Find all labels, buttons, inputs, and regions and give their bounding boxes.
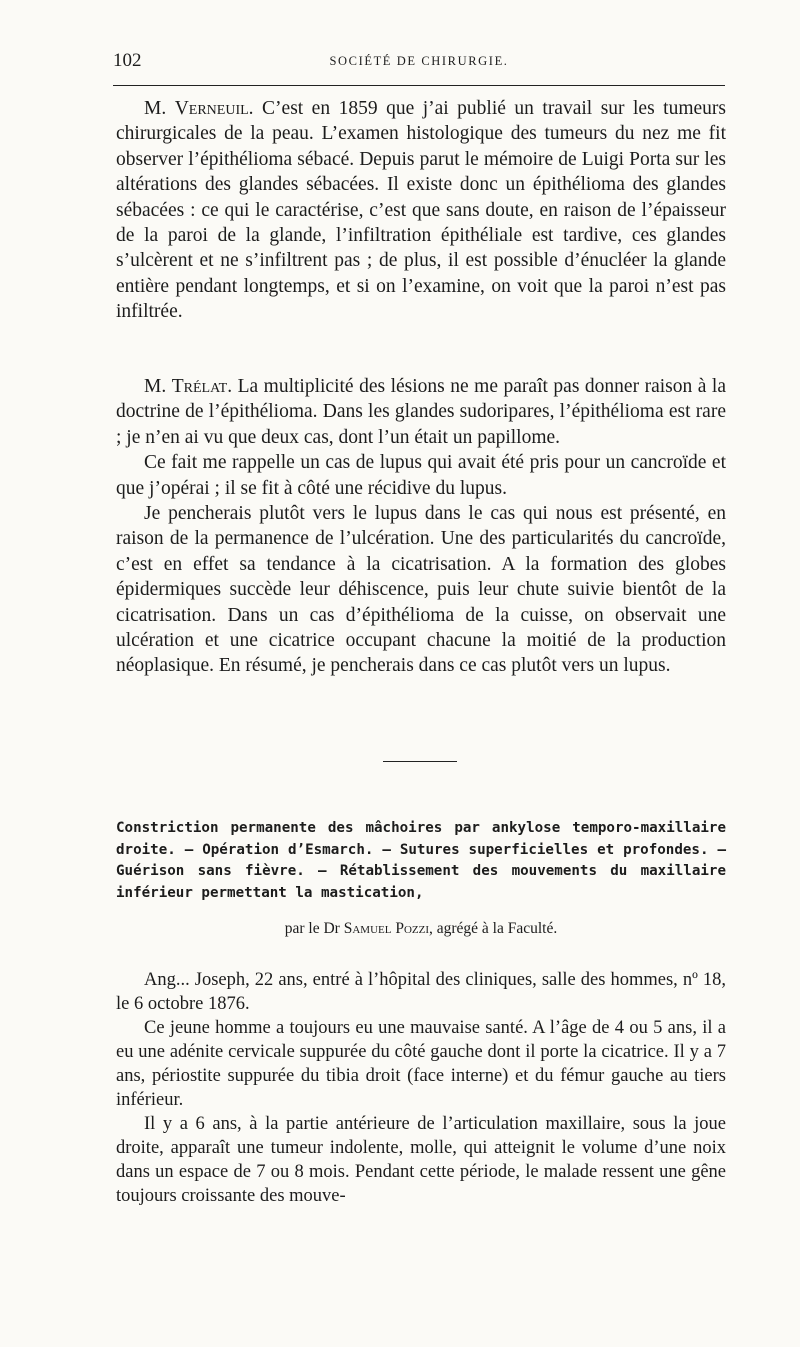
case-report [116,968,726,1208]
trelat-remark [116,374,726,679]
article-title-text: Constriction permanente des mâchoires par ankylose temporo-maxillaire droite. — Opération d’Esmarch. — Sutures superficielles et profondes. — Guérison sans fièvre. — Rétablissement des mouvements du maxillaire inférieur permettant la mastication, [116,820,726,901]
speaker-name: Verneuil [174,98,249,119]
section-separator [383,761,457,762]
paragraph: Je pencherais plutôt vers le lupus dans le cas qui nous est présenté, en raison de la permanence de l’ulcération. Une des particularités du cancroïde, c’est en effet sa tendance à la cicatrisation. A la formation des globes épidermiques succède leur déhiscence, puis leur chute suivie bientôt de la cicatrisation. Dans un cas d’épithélioma de la cuisse, on observait une ulcération et une cicatrice occupant chacune la moitié de la production néoplasique. En résumé, je pencherais dans ce cas plutôt vers un lupus. [116,503,726,677]
paragraph: Il y a 6 ans, à la partie antérieure de l’articulation maxillaire, sous la joue droite, apparaît une tumeur indolente, molle, qui atteignit le volume d’une noix dans un espace de 7 ou 8 mois. Pendant cette période, le malade ressent une gêne toujours croissante des mouve- [116,1114,726,1206]
page-number: 102 [113,50,142,71]
byline-suffix: , agrégé à la Faculté. [429,920,558,937]
speaker-prefix: M. [144,98,175,119]
speaker-name: Trélat [171,376,228,397]
paragraph: Ang... Joseph, 22 ans, entré à l’hôpital des cliniques, salle des hommes, nº 18, le 6 octobre 1876. [116,970,726,1014]
paragraph: Ce fait me rappelle un cas de lupus qui avait été pris pour un cancroïde et que j’opérai ; il se fit à côté une récidive du lupus. [116,452,726,499]
author-name: Samuel Pozzi [343,920,429,937]
remark-text: . La multiplicité des lésions ne me paraît pas donner raison à la doctrine de l’épithélioma. Dans les glandes sudoripares, l’épithélioma est rare ; je n’en ai vu que deux cas, dont l’un était un papillome. [116,376,726,448]
remark-text: . C’est en 1859 que j’ai publié un travail sur les tumeurs chirurgicales de la peau. L’examen histologique des tumeurs du nez me fit observer l’épithélioma sébacé. Depuis parut le mémoire de Luigi Porta sur les altérations des glandes sébacées. Il existe donc un épithélioma des glandes sébacées : ce qui le caractérise, c’est que sans doute, en raison de l’épaisseur de la paroi de la glande, l’infiltration épithéliale est tardive, ces glandes s’ulcèrent et ne s’infiltrent pas ; de plus, il est possible d’énucléer la glande entière pendant longtemps, et si on l’examine, on voit que la paroi n’est pas infiltrée. [116,98,726,323]
running-head: SOCIÉTÉ DE CHIRURGIE. [329,54,509,68]
paragraph [116,96,726,325]
speaker-prefix: M. [144,376,172,397]
article-title [116,818,726,904]
paragraph [116,374,726,450]
header-rule [113,85,725,86]
byline-prefix: par le Dr [284,920,344,937]
paragraph: Ce jeune homme a toujours eu une mauvaise santé. A l’âge de 4 ou 5 ans, il a eu une adénite cervicale suppurée du côté gauche dont il porte la cicatrice. Il y a 7 ans, périostite suppurée du tibia droit (face interne) et du fémur gauche au tiers inférieur. [116,1018,726,1110]
page-header [113,50,725,80]
byline [116,920,726,938]
verneuil-remark [116,96,726,325]
